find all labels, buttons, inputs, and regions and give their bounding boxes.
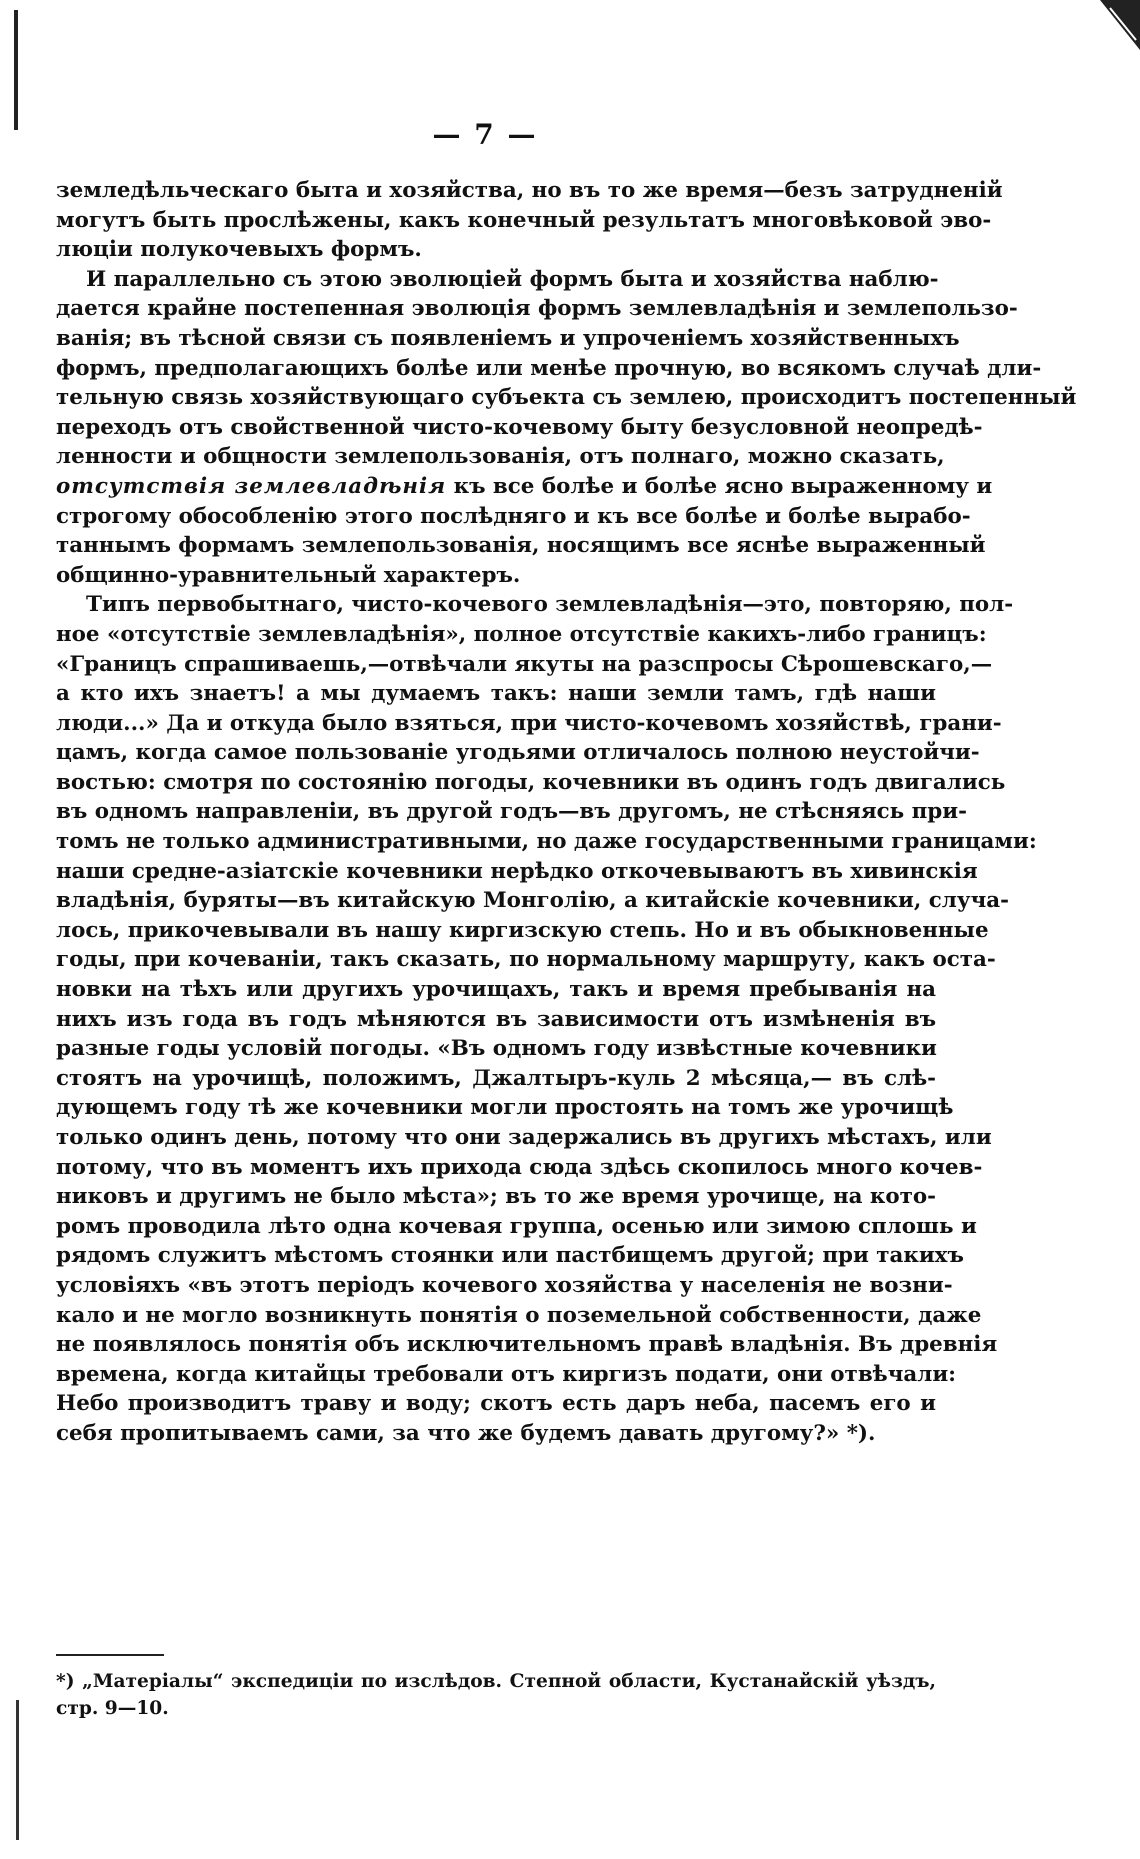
text-line: ванія; въ тѣсной связи съ появленіемъ и упроченіемъ хозяйственныхъ (56, 325, 960, 351)
text-line: только одинъ день, потому что они задержались въ другихъ мѣстахъ, или (56, 1125, 992, 1150)
text-line: кало и не могло возникнуть понятія о поземельной собственности, даже (56, 1302, 982, 1328)
text-line: годы, при кочеваніи, такъ сказать, по нормальному маршруту, какъ оста- (56, 947, 996, 973)
scan-edge-mark (14, 10, 18, 130)
paragraph-1 (56, 176, 1003, 265)
text-line: дующемъ году тѣ же кочевники могли простоять на томъ же урочищѣ (56, 1095, 954, 1121)
text-line: времена, когда китайцы требовали отъ киргизъ подати, они отвѣчали: (56, 1361, 957, 1387)
text-line: новки на тѣхъ или другихъ урочищахъ, такъ и время пребыванія на (56, 977, 936, 1003)
text-line: условіяхъ «въ этотъ періодъ кочевого хозяйства у населенія не возни- (56, 1272, 953, 1298)
scan-edge-mark (16, 1700, 19, 1840)
footnote (56, 1668, 936, 1722)
text-line: люціи полукочевыхъ формъ. (56, 237, 422, 263)
text-line: нихъ изъ года въ годъ мѣняются въ зависимости отъ измѣненія въ (56, 1006, 936, 1032)
text-line: И параллельно съ этою эволюціей формъ быта и хозяйства наблю- (86, 266, 939, 292)
text-line: ленности и общности землепользованія, отъ полнаго, можно сказать, (56, 444, 945, 470)
text-line: переходъ отъ свойственной чисто-кочевому быту безусловной неопредѣ- (56, 414, 983, 440)
page-number: — 7 — (432, 118, 538, 151)
text-line: тельную связь хозяйствующаго субъекта съ землею, происходитъ постепенный (56, 385, 1077, 411)
text-line: востью: смотря по состоянію погоды, кочевники въ одинъ годъ двигались (56, 769, 1006, 795)
body-text (56, 176, 1077, 1449)
text-line: цамъ, когда самое пользованіе угодьями отличалось полною неустойчи- (56, 740, 980, 766)
text-line: наши средне-азіатскіе кочевники нерѣдко откочевываютъ въ хивинскія (56, 858, 978, 884)
text-line: въ одномъ направленіи, въ другой годъ—въ другомъ, не стѣсняясь при- (56, 799, 967, 825)
text-line: не появлялось понятія объ исключительномъ правѣ владѣнія. Въ древнія (56, 1332, 998, 1358)
text-line: ромъ проводила лѣто одна кочевая группа, осенью или зимою сплошь и (56, 1213, 977, 1239)
text-line: потому, что въ моментъ ихъ прихода сюда здѣсь скопилось много кочев- (56, 1154, 983, 1180)
text-line: могутъ быть прослѣжены, какъ конечный результатъ многовѣковой эво- (56, 207, 992, 233)
paragraph-3 (56, 590, 1037, 1448)
text-line: разные годы условій погоды. «Въ одномъ году извѣстные кочевники (56, 1036, 937, 1062)
scan-corner-mark (1070, 0, 1140, 70)
text-line: владѣнія, буряты—въ китайскую Монголію, а китайскіе кочевники, случа- (56, 888, 1009, 914)
text-line: лось, прикочевывали въ нашу киргизскую степь. Но и въ обыкновенные (56, 917, 989, 943)
text-line: стоятъ на урочищѣ, положимъ, Джалтыръ-куль 2 мѣсяца,— въ слѣ- (56, 1065, 936, 1091)
text-line: строгому обособленію этого послѣдняго и къ все болѣе и болѣе вырабо- (56, 503, 971, 529)
text-line: «Границъ спрашиваешь,—отвѣчали якуты на разспросы Сѣрошевскаго,— (56, 651, 993, 677)
text-line: таннымъ формамъ землепользованія, носящимъ все яснѣе выраженный (56, 533, 986, 559)
footnote-line: стр. 9—10. (56, 1698, 169, 1719)
footnote-line: *) „Матеріалы“ экспедиціи по изслѣдов. Степной области, Кустанайскій уѣздъ, (56, 1671, 936, 1692)
text-line: общинно-уравнительный характеръ. (56, 562, 521, 588)
text-line: Небо производитъ траву и воду; скотъ есть даръ неба, пасемъ его и (56, 1391, 936, 1417)
text-line: рядомъ служитъ мѣстомъ стоянки или пастбищемъ другой; при такихъ (56, 1243, 964, 1269)
text-line: а кто ихъ знаетъ! а мы думаемъ такъ: наши земли тамъ, гдѣ наши (56, 681, 936, 707)
text-line: дается крайне постепенная эволюція формъ землевладѣнія и землепользо- (56, 296, 1018, 322)
text-line: никовъ и другимъ не было мѣста»; въ то же время урочище, на кото- (56, 1184, 937, 1210)
text-line: Типъ первобытнаго, чисто-кочевого землевладѣнія—это, повторяю, пол- (86, 592, 1014, 618)
text-line-with-emphasis: отсутствія землевладѣнія къ все болѣе и болѣе ясно выраженному и (56, 473, 993, 499)
footnote-divider (56, 1654, 164, 1656)
text-line: ное «отсутствіе землевладѣнія», полное отсутствіе какихъ-либо границъ: (56, 621, 987, 647)
text-line: томъ не только административными, но даже государственными границами: (56, 829, 1037, 855)
paragraph-2 (56, 265, 1077, 591)
text-line: себя пропитываемъ сами, за что же будемъ давать другому?» *). (56, 1420, 876, 1446)
emphasized-phrase: отсутствія землевладѣнія (56, 473, 447, 499)
text-line: земледѣльческаго быта и хозяйства, но въ то же время—безъ затрудненій (56, 178, 1003, 203)
text-line: люди...» Да и откуда было взяться, при чисто-кочевомъ хозяйствѣ, грани- (56, 710, 1002, 736)
text-line: формъ, предполагающихъ болѣе или менѣе прочную, во всякомъ случаѣ дли- (56, 355, 1042, 381)
